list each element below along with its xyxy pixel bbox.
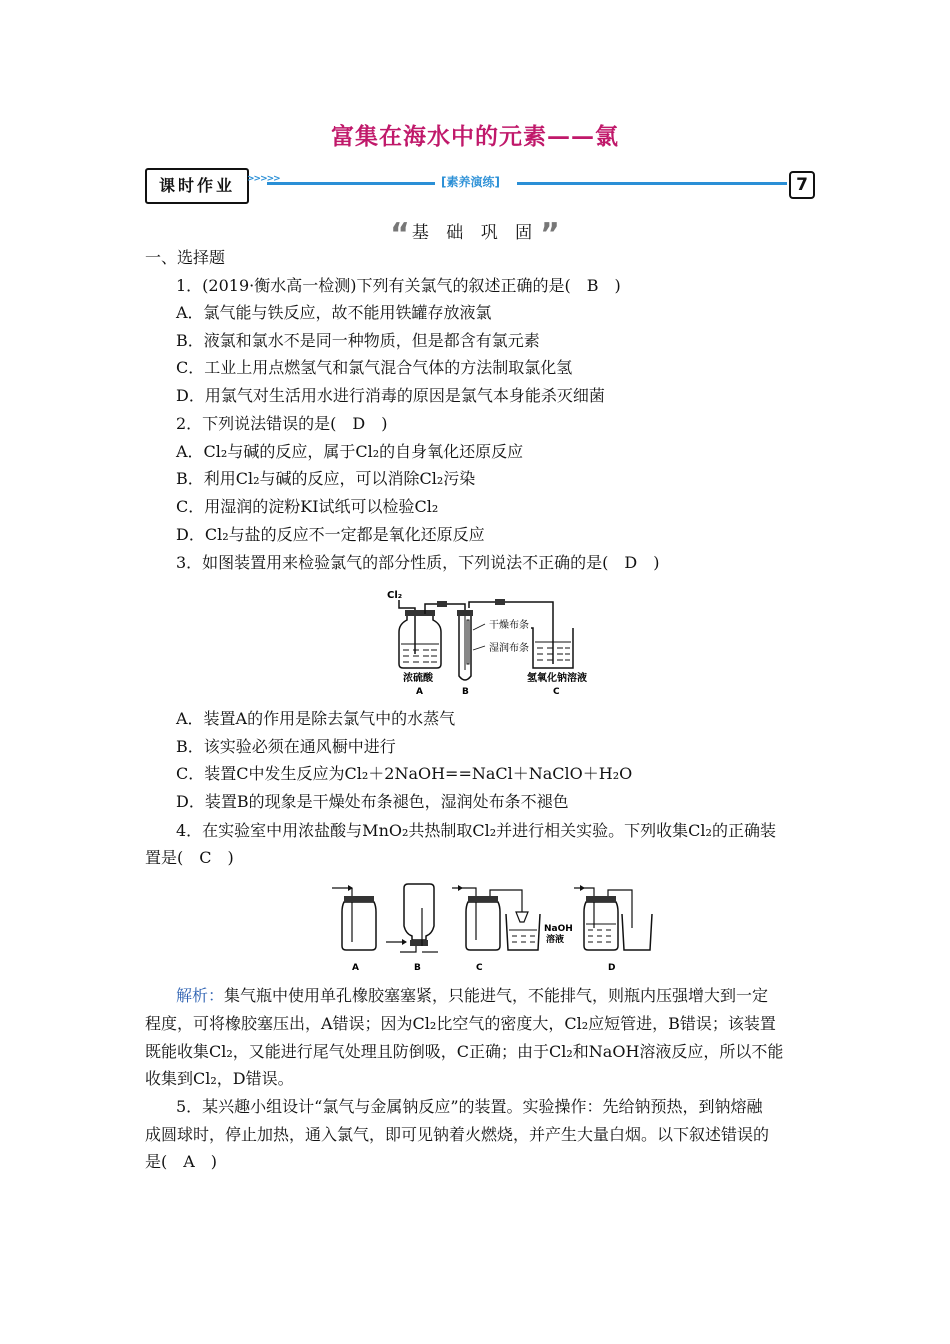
q4-explanation-line2: 程度，可将橡胶塞压出，A错误；因为Cl₂比空气的密度大，Cl₂应短管进，B错误；该装置 (145, 1014, 776, 1033)
banner-arrows: >>>>> (247, 174, 280, 184)
banner-line-right (517, 182, 787, 185)
q1-option-d: D．用氯气对生活用水进行消毒的原因是氯气本身能杀灭细菌 (176, 386, 605, 405)
fig4-label-b: B (414, 963, 421, 973)
bottle-a (342, 902, 376, 950)
bottle-a (399, 614, 441, 668)
explanation-label: 解析： (176, 986, 225, 1005)
q3-option-b: B．该实验必须在通风橱中进行 (176, 737, 396, 756)
banner-line-left (267, 182, 435, 185)
q2-stem: 2．下列说法错误的是( D ) (176, 414, 388, 433)
open-quote-icon: “ (390, 216, 410, 252)
fig4-label-a: A (352, 963, 359, 973)
homework-banner (145, 168, 817, 202)
banner-tag: [素养演练] (441, 175, 500, 189)
q2-option-c: C．用湿润的淀粉KI试纸可以检验Cl₂ (176, 497, 439, 516)
stopper-b (457, 610, 473, 616)
q2-option-a: A．Cl₂与碱的反应，属于Cl₂的自身氧化还原反应 (176, 442, 524, 461)
q2-option-d: D．Cl₂与盐的反应不一定都是氧化还原反应 (176, 525, 485, 544)
banner-number: 7 (789, 171, 815, 199)
fig3-label-b: B (462, 687, 469, 696)
fig3-label-a: A (416, 687, 423, 696)
fig4-label-d: D (608, 963, 616, 973)
section-heading: “ 基 础 巩 固” (390, 216, 560, 252)
bottle-d (584, 902, 618, 950)
page-title: 富集在海水中的元素——氯 (331, 123, 619, 150)
q4-explanation-line4: 收集到Cl₂，D错误。 (145, 1069, 294, 1088)
q3-option-d: D．装置B的现象是干燥处布条褪色，湿润处布条不褪色 (176, 792, 569, 811)
bottle-b (404, 884, 434, 940)
fig3-acid-label: 浓硫酸 (403, 673, 433, 684)
fig3-wet-label: 湿润布条 (489, 643, 529, 654)
q4-explanation-line1: 解析：集气瓶中使用单孔橡胶塞塞紧，只能进气，不能排气，则瓶内压强增大到一定 (176, 986, 769, 1005)
banner-label: 课时作业 (145, 168, 249, 204)
fig3-naoh-label: 氢氧化钠溶液 (527, 673, 587, 684)
q1-stem: 1．(2019·衡水高一检测)下列有关氯气的叙述正确的是( B ) (176, 276, 621, 295)
q3-stem: 3．如图装置用来检验氯气的部分性质，下列说法不正确的是( D ) (176, 553, 660, 572)
fig4-naoh-label: NaOH (544, 924, 573, 934)
q1-option-b: B．液氯和氯水不是同一种物质，但是都含有氯元素 (176, 331, 540, 350)
q5-stem-line3: 是( A ) (145, 1152, 218, 1171)
q1-option-a: A．氯气能与铁反应，故不能用铁罐存放液氯 (176, 303, 492, 322)
fig4-label-c: C (476, 963, 483, 973)
q3-option-c: C．装置C中发生反应为Cl₂＋2NaOH==NaCl＋NaClO＋H₂O (176, 764, 633, 783)
bottle-c (466, 902, 500, 950)
q4-explanation-line3: 既能收集Cl₂，又能进行尾气处理且防倒吸，C正确；由于Cl₂和NaOH溶液反应，所以不能 (145, 1042, 784, 1061)
fig3-dry-label: 干燥布条 (489, 620, 529, 631)
close-quote-icon: ” (540, 216, 560, 252)
q3-apparatus-figure (385, 584, 605, 696)
q1-option-c: C．工业上用点燃氢气和氯气混合气体的方法制取氯化氢 (176, 358, 573, 377)
beaker-c (506, 914, 540, 950)
q4-stem-line1: 4．在实验室中用浓盐酸与MnO₂共热制取Cl₂并进行相关实验。下列收集Cl₂的正确装 (176, 821, 776, 840)
stopper-a (405, 610, 435, 616)
q5-stem-line2: 成圆球时，停止加热，通入氯气，即可见钠着火燃烧，并产生大量白烟。以下叙述错误的 (145, 1125, 770, 1144)
q3-option-a: A．装置A的作用是除去氯气中的水蒸气 (176, 709, 456, 728)
part-heading: 一、选择题 (145, 248, 226, 267)
q5-stem-line1: 5．某兴趣小组设计“氯气与金属钠反应”的装置。实验操作：先给钠预热，到钠熔融 (176, 1097, 763, 1116)
fig3-cl2-label: Cl₂ (387, 590, 403, 601)
fig3-label-c: C (553, 687, 560, 696)
q2-option-b: B．利用Cl₂与碱的反应，可以消除Cl₂污染 (176, 469, 476, 488)
q4-stem-line2: 置是( C ) (145, 848, 234, 867)
fig4-solution-label: 溶液 (546, 935, 565, 945)
q4-apparatus-figure (326, 878, 656, 978)
